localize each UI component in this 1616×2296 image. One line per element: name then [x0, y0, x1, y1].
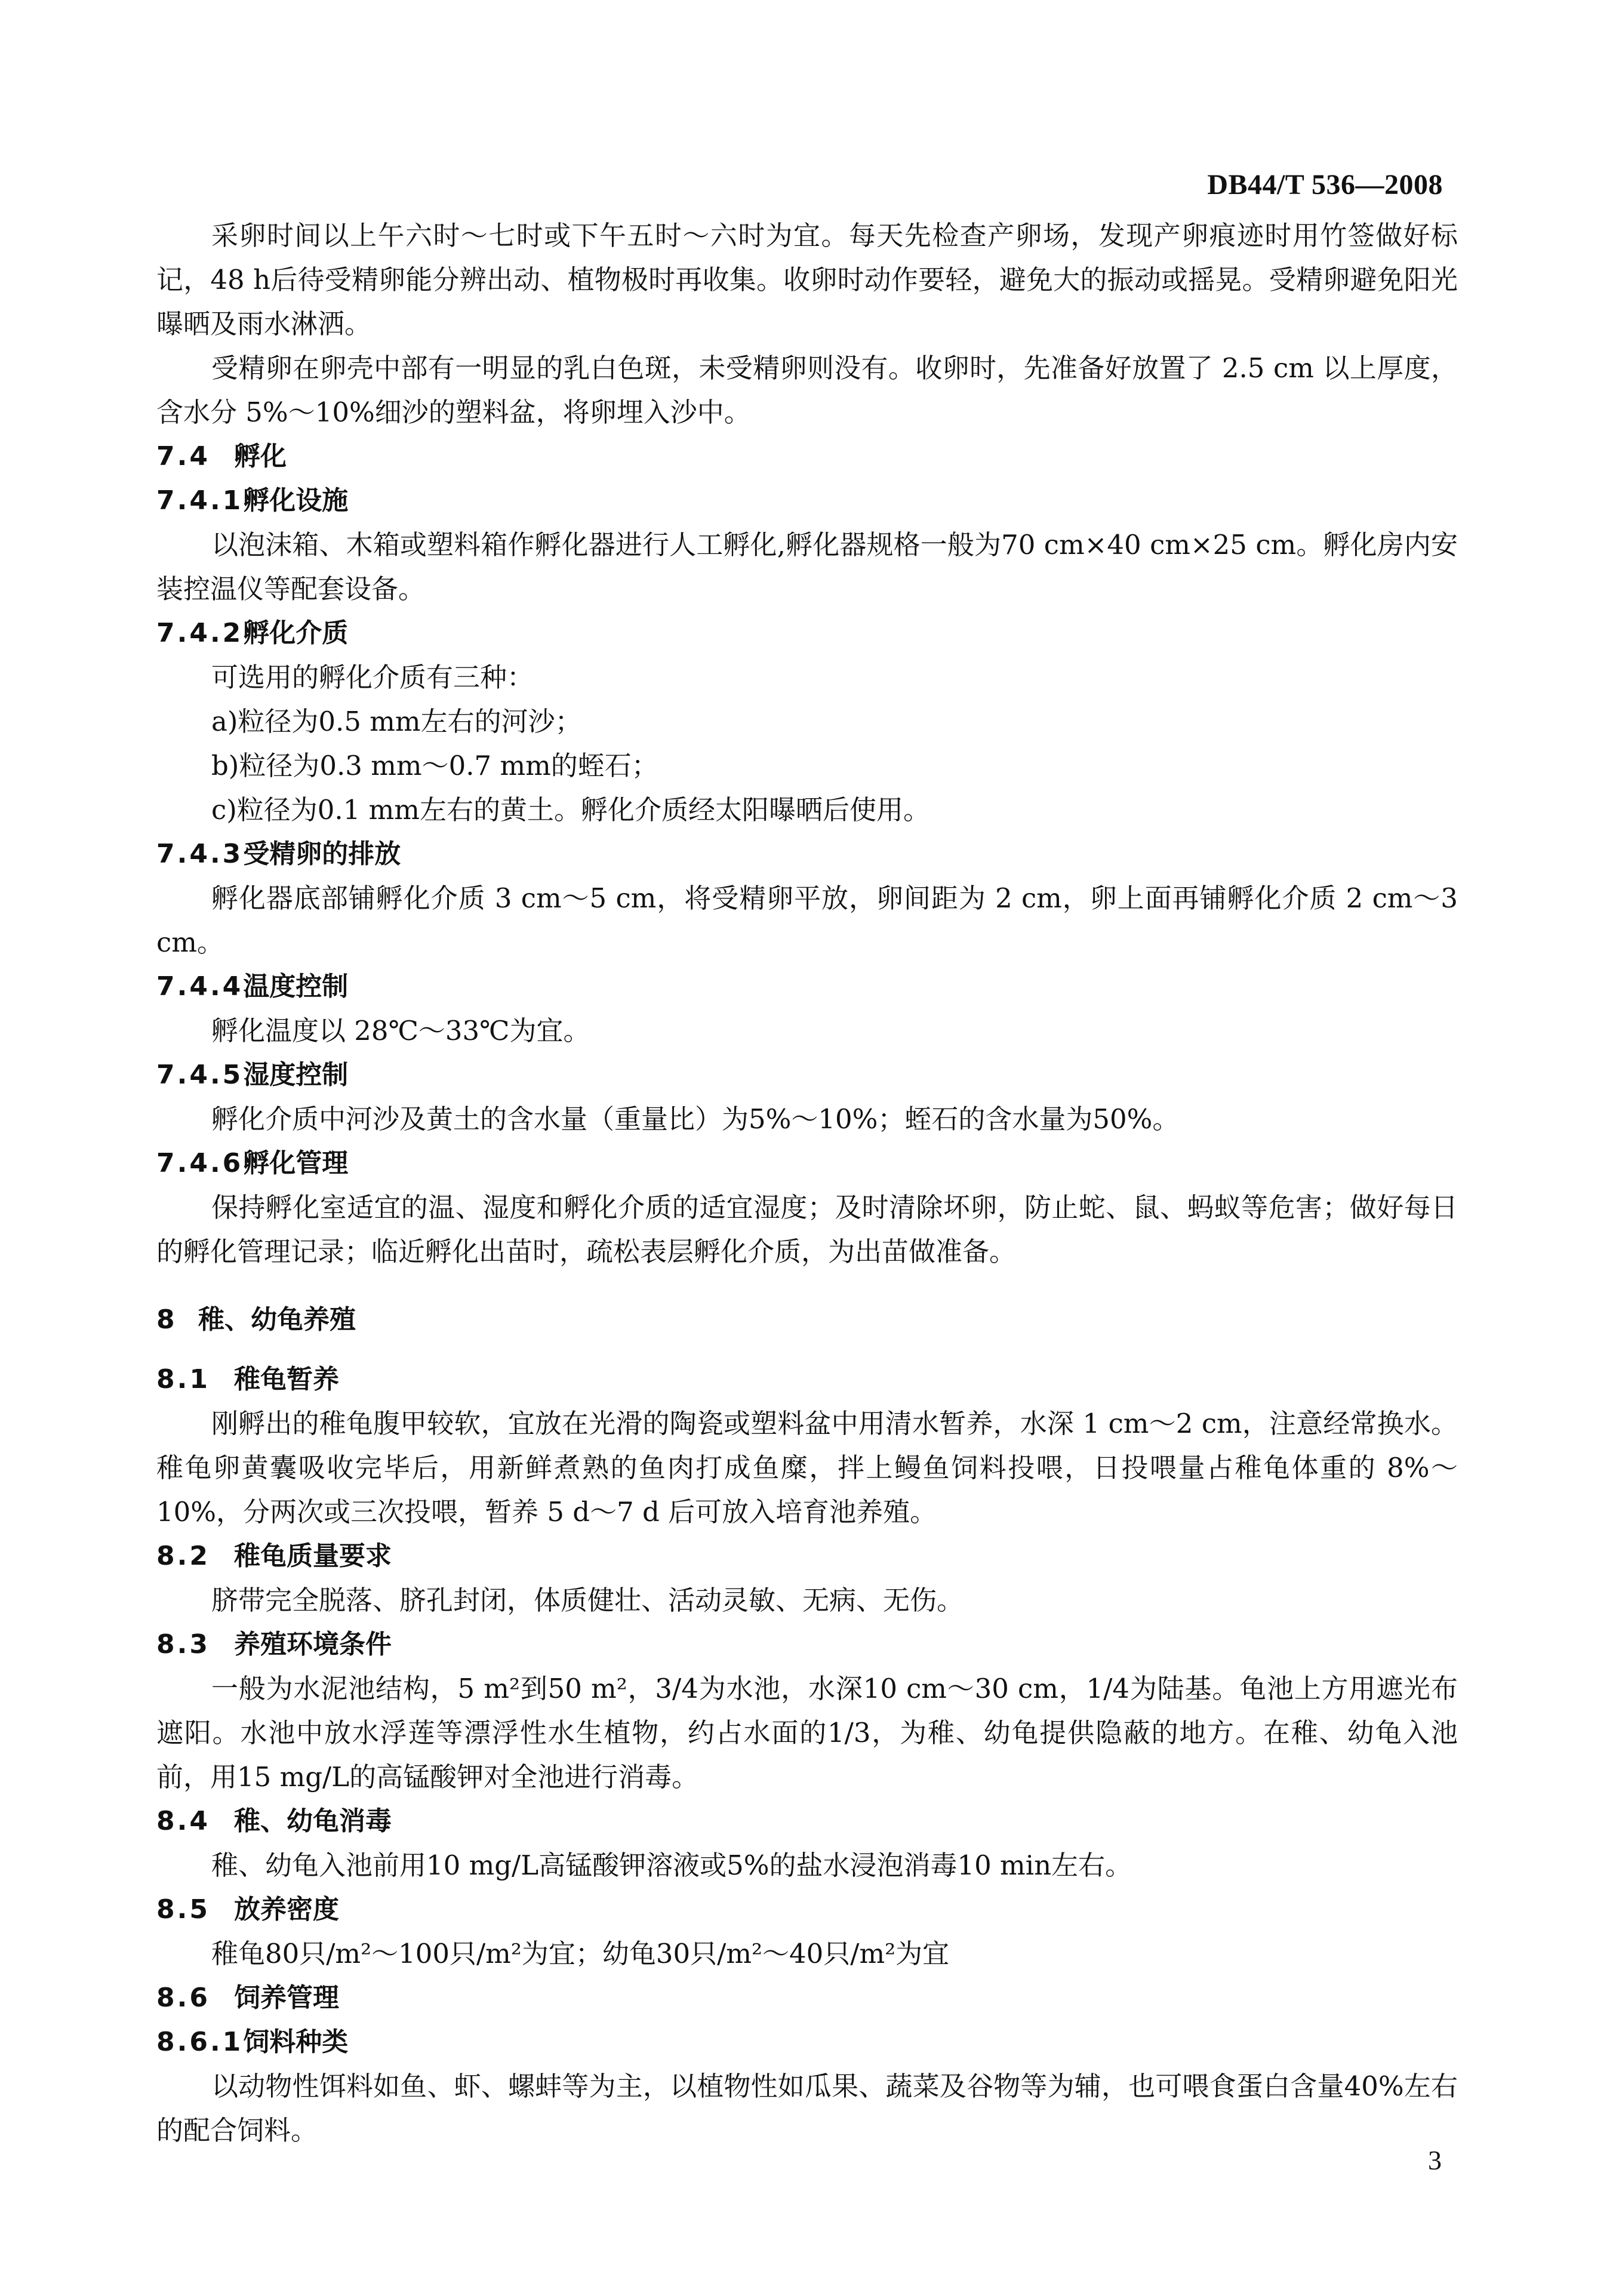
section-heading-8-6-1	[156, 2020, 1458, 2064]
section-heading-7-4-4	[156, 965, 1458, 1009]
section-title: 孵化设施	[243, 485, 349, 516]
section-number: 8.4	[156, 1806, 210, 1836]
section-heading-8-4	[156, 1799, 1458, 1843]
paragraph-8-6-1: 以动物性饵料如鱼、虾、螺蚌等为主，以植物性如瓜果、蔬菜及谷物等为辅，也可喂食蛋白含量40%左右的配合饲料。	[156, 2070, 1458, 2146]
section-title: 湿度控制	[243, 1060, 349, 1090]
paragraph-7-4-4: 孵化温度以 28℃～33℃为宜。	[211, 1015, 590, 1047]
paragraph-collect-eggs: 采卵时间以上午六时～七时或下午五时～六时为宜。每天先检查产卵场，发现产卵痕迹时用竹签做好标记，48 h后待受精卵能分辨出动、植物极时再收集。收卵时动作要轻，避免大的振动或摇晃。受精卵避免阳光曝晒及雨水淋洒。	[156, 220, 1458, 340]
section-title: 稚、幼龟消毒	[234, 1806, 392, 1836]
section-title: 稚龟暂养	[234, 1364, 339, 1395]
paragraph-8-1: 刚孵出的稚龟腹甲较软，宜放在光滑的陶瓷或塑料盆中用清水暂养，水深 1 cm～2 cm，注意经常换水。稚龟卵黄囊吸收完毕后，用新鲜煮熟的鱼肉打成鱼糜，拌上鳗鱼饲料投喂，日投喂量占稚龟体重的 8%～10%，分两次或三次投喂，暂养 5 d～7 d 后可放入培育池养殖。	[156, 1408, 1458, 1528]
list-item-a: a)粒径为0.5 mm左右的河沙；	[211, 706, 582, 737]
section-title: 温度控制	[243, 971, 349, 1002]
section-title: 受精卵的排放	[243, 839, 401, 869]
section-title: 稚、幼龟养殖	[198, 1304, 356, 1335]
section-heading-8-2	[156, 1534, 1458, 1578]
section-heading-8-3	[156, 1623, 1458, 1667]
list-item-b: b)粒径为0.3 mm～0.7 mm的蛭石；	[211, 750, 658, 781]
paragraph-7-4-6: 保持孵化室适宜的温、湿度和孵化介质的适宜湿度；及时清除坏卵，防止蛇、鼠、蚂蚁等危害；做好每日的孵化管理记录；临近孵化出苗时，疏松表层孵化介质，为出苗做准备。	[156, 1192, 1458, 1267]
section-number: 7.4.1	[156, 485, 244, 516]
section-heading-8-1	[156, 1358, 1458, 1402]
document-body	[156, 214, 1458, 2153]
section-number: 8.2	[156, 1541, 210, 1571]
list-item-c: c)粒径为0.1 mm左右的黄土。孵化介质经太阳曝晒后使用。	[211, 794, 930, 826]
section-heading-7-4-3	[156, 832, 1458, 876]
section-number: 8.5	[156, 1894, 210, 1925]
section-title: 饲养管理	[234, 1983, 339, 2013]
section-number: 7.4.2	[156, 618, 244, 648]
section-heading-7-4-5	[156, 1053, 1458, 1097]
paragraph-7-4-2-intro: 可选用的孵化介质有三种：	[211, 661, 534, 693]
section-title: 养殖环境条件	[234, 1629, 392, 1660]
section-title: 稚龟质量要求	[234, 1541, 392, 1571]
section-title: 孵化介质	[243, 618, 349, 648]
section-number: 7.4.4	[156, 971, 244, 1002]
section-number: 8.6	[156, 1983, 210, 2013]
section-heading-7-4-1	[156, 479, 1458, 523]
section-number: 7.4	[156, 441, 210, 472]
paragraph-8-4: 稚、幼龟入池前用10 mg/L高锰酸钾溶液或5%的盐水浸泡消毒10 min左右。	[211, 1849, 1132, 1881]
section-number: 7.4.6	[156, 1148, 244, 1178]
section-number: 8	[156, 1304, 177, 1335]
chapter-heading-8	[156, 1298, 1458, 1342]
paragraph-fertilized-eggs: 受精卵在卵壳中部有一明显的乳白色斑，未受精卵则没有。收卵时，先准备好放置了 2.5 cm 以上厚度，含水分 5%～10%细沙的塑料盆，将卵埋入沙中。	[156, 352, 1458, 428]
section-title: 孵化管理	[243, 1148, 349, 1178]
section-heading-7-4	[156, 435, 1458, 479]
section-title: 孵化	[234, 441, 287, 472]
paragraph-7-4-5: 孵化介质中河沙及黄土的含水量（重量比）为5%～10%；蛭石的含水量为50%。	[211, 1103, 1180, 1135]
paragraph-8-3: 一般为水泥池结构，5 m²到50 m²，3/4为水池，水深10 cm～30 cm，1/4为陆基。龟池上方用遮光布遮阳。水池中放水浮莲等漂浮性水生植物，约占水面的1/3，为稚、幼龟提供隐蔽的地方。在稚、幼龟入池前，用15 mg/L的高锰酸钾对全池进行消毒。	[156, 1673, 1458, 1793]
paragraph-7-4-1: 以泡沫箱、木箱或塑料箱作孵化器进行人工孵化,孵化器规格一般为70 cm×40 cm×25 cm。孵化房内安装控温仪等配套设备。	[156, 529, 1458, 605]
paragraph-8-2: 脐带完全脱落、脐孔封闭，体质健壮、活动灵敏、无病、无伤。	[211, 1584, 964, 1616]
section-title: 饲料种类	[243, 2027, 349, 2057]
section-heading-8-6	[156, 1976, 1458, 2020]
section-number: 7.4.5	[156, 1060, 244, 1090]
section-number: 8.3	[156, 1629, 210, 1660]
section-heading-8-5	[156, 1888, 1458, 1932]
page-number: 3	[1428, 2145, 1442, 2175]
section-number: 8.1	[156, 1364, 210, 1395]
paragraph-8-5: 稚龟80只/m²～100只/m²为宜；幼龟30只/m²～40只/m²为宜	[211, 1938, 950, 1969]
section-title: 放养密度	[234, 1894, 339, 1925]
section-number: 7.4.3	[156, 839, 244, 869]
section-heading-7-4-2	[156, 611, 1458, 655]
standard-code: DB44/T 536—2008	[1207, 169, 1443, 201]
section-number: 8.6.1	[156, 2027, 244, 2057]
section-heading-7-4-6	[156, 1141, 1458, 1186]
paragraph-7-4-3: 孵化器底部铺孵化介质 3 cm～5 cm，将受精卵平放，卵间距为 2 cm，卵上面再铺孵化介质 2 cm～3 cm。	[156, 882, 1458, 958]
